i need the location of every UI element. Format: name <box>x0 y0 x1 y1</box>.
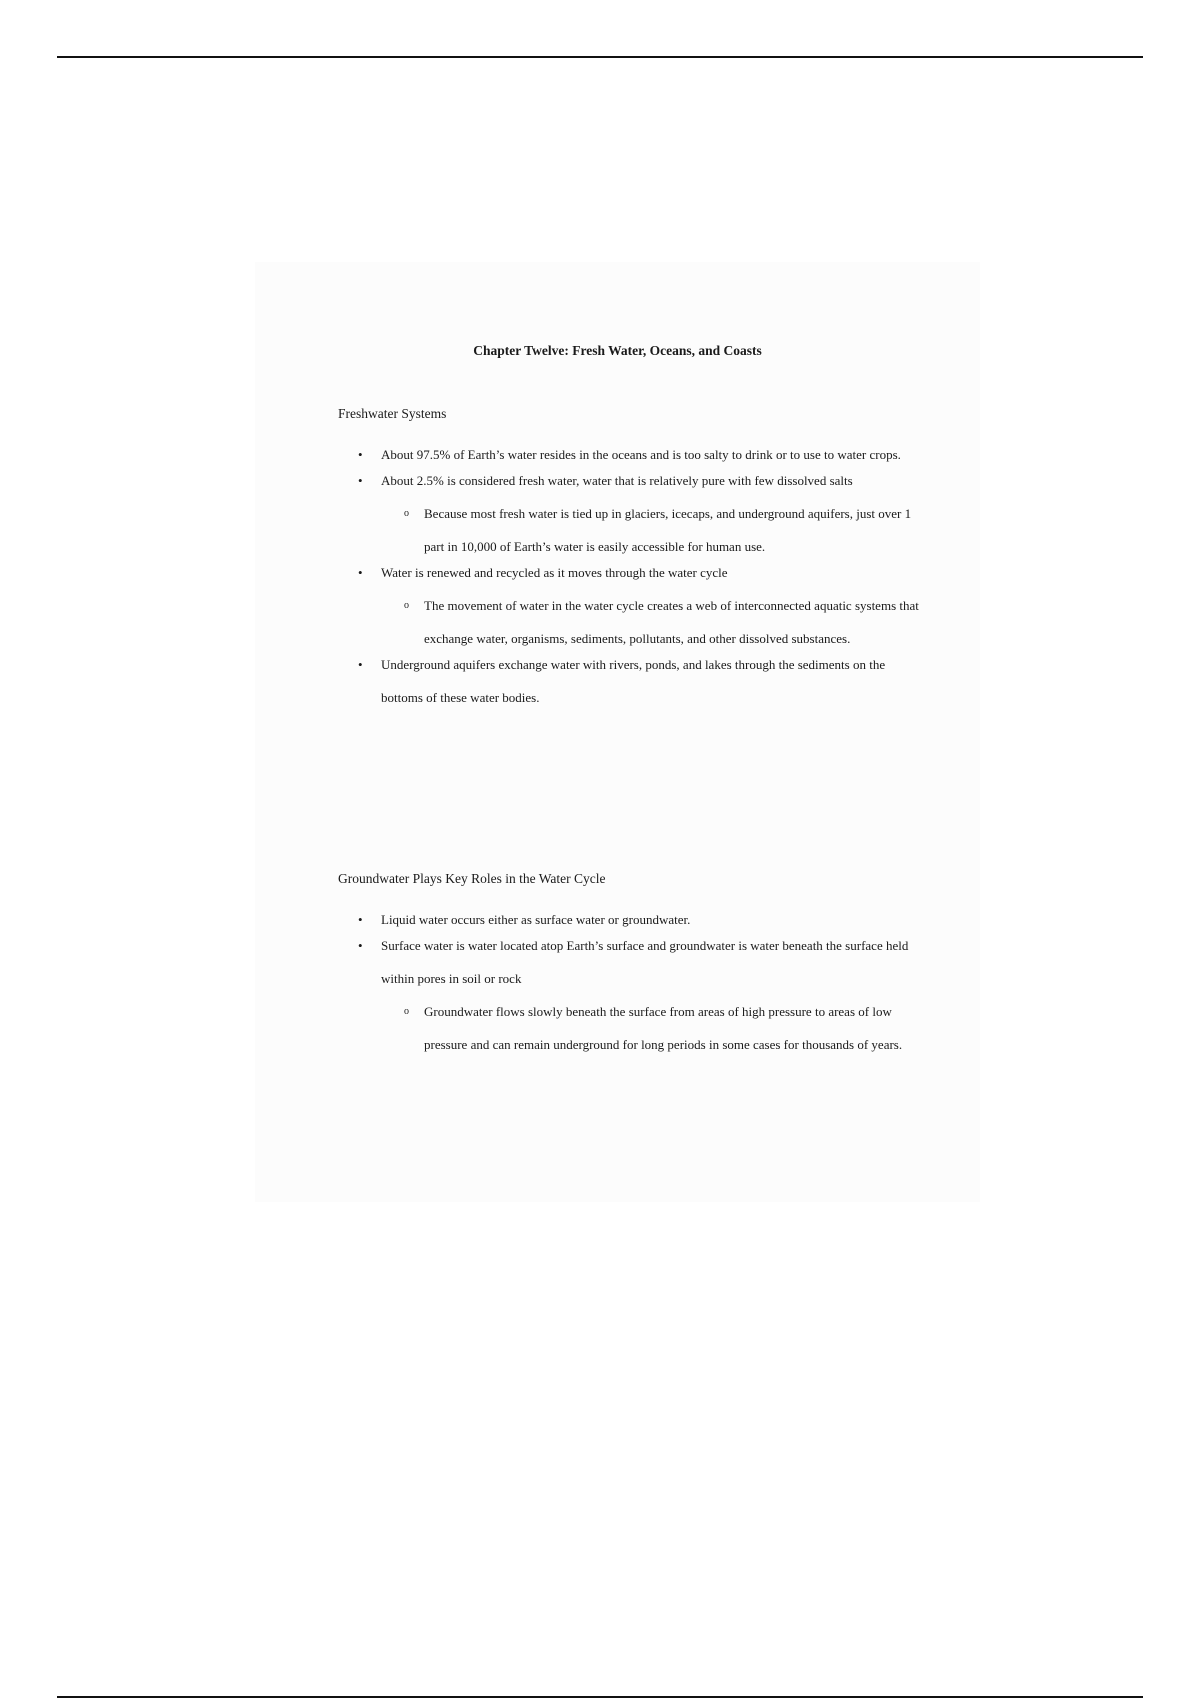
list-item-text: Surface water is water located atop Earth’s surface and groundwater is water beneath the surface held within pores in soil or rock <box>381 938 909 986</box>
top-divider <box>57 56 1143 58</box>
sub-list-item-text: Because most fresh water is tied up in glaciers, icecaps, and underground aquifers, just over 1 part in 10,000 of Earth’s water is easily accessible for human use. <box>424 506 912 554</box>
section-heading: Freshwater Systems <box>338 406 447 421</box>
section-groundwater <box>338 870 920 1061</box>
document-page <box>255 262 980 1202</box>
bottom-divider <box>57 1696 1143 1698</box>
sub-list-item-text: The movement of water in the water cycle creates a web of interconnected aquatic systems that exchange water, organisms, sediments, pollutants, and other dissolved substances. <box>424 598 919 646</box>
sub-list-item <box>381 589 920 655</box>
sub-list-item-text: Groundwater flows slowly beneath the surface from areas of high pressure to areas of low pressure and can remain underground for long periods in some cases for thousands of years. <box>424 1004 903 1052</box>
sub-list-item <box>381 497 920 563</box>
list-item-text: Water is renewed and recycled as it moves through the water cycle <box>381 565 728 580</box>
sub-bullet-list <box>381 589 920 655</box>
sub-list-item <box>381 995 920 1061</box>
list-item <box>338 648 920 714</box>
section-freshwater-systems <box>338 405 920 714</box>
list-item-text: About 2.5% is considered fresh water, water that is relatively pure with few dissolved salts <box>381 473 853 488</box>
list-item <box>338 556 920 655</box>
bullet-list <box>338 903 920 1061</box>
list-item <box>338 929 920 1061</box>
sub-bullet-list <box>381 995 920 1061</box>
bullet-list <box>338 438 920 714</box>
list-item-text: About 97.5% of Earth’s water resides in the oceans and is too salty to drink or to use to water crops. <box>381 447 901 462</box>
list-item <box>338 464 920 563</box>
page-title: Chapter Twelve: Fresh Water, Oceans, and Coasts <box>473 343 762 358</box>
sub-bullet-list <box>381 497 920 563</box>
list-item-text: Liquid water occurs either as surface water or groundwater. <box>381 912 691 927</box>
section-heading: Groundwater Plays Key Roles in the Water Cycle <box>338 871 606 886</box>
list-item-text: Underground aquifers exchange water with rivers, ponds, and lakes through the sediments on the bottoms of these water bodies. <box>381 657 886 705</box>
